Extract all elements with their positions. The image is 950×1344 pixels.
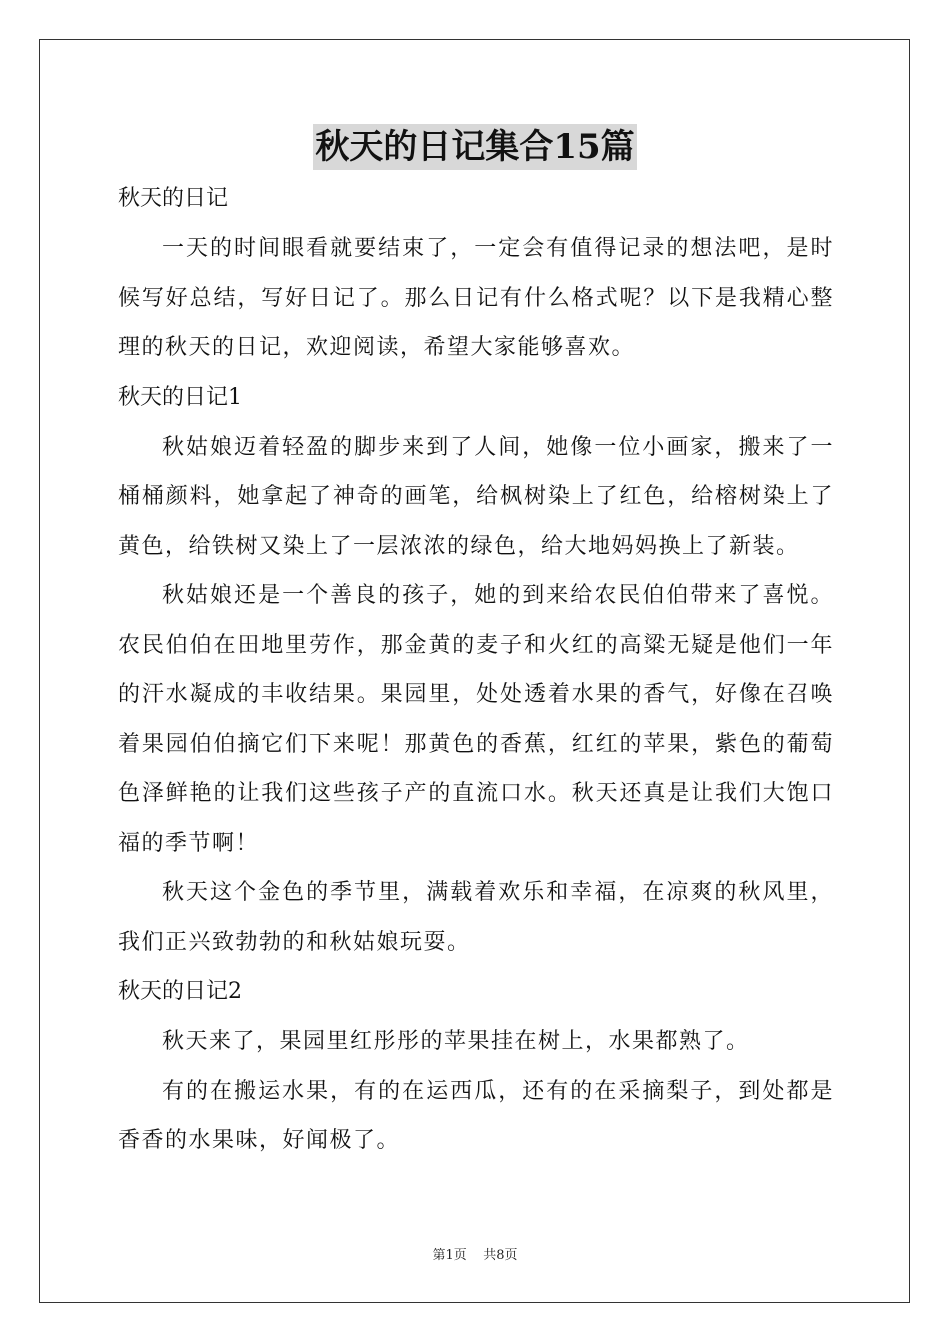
page-number: 第1页 <box>432 1248 467 1263</box>
paragraph: 秋姑娘迈着轻盈的脚步来到了人间，她像一位小画家，搬来了一桶桶颜料，她拿起了神奇的画笔，给枫树染上了红色，给榕树染上了黄色，给铁树又染上了一层浓浓的绿色，给大地妈妈换上了新装。 <box>118 434 834 559</box>
document-body <box>118 174 834 1166</box>
paragraph: 一天的时间眼看就要结束了，一定会有值得记录的想法吧，是时候写好总结，写好日记了。那么日记有什么格式呢？以下是我精心整理的秋天的日记，欢迎阅读，希望大家能够喜欢。 <box>118 236 834 360</box>
paragraph: 有的在搬运水果，有的在运西瓜，还有的在采摘梨子，到处都是香香的水果味，好闻极了。 <box>118 1078 834 1153</box>
section-heading: 秋天的日记 <box>118 186 229 211</box>
section-heading: 秋天的日记2 <box>118 979 242 1004</box>
title-container <box>0 124 950 170</box>
paragraph: 秋天这个金色的季节里，满载着欢乐和幸福，在凉爽的秋风里，我们正兴致勃勃的和秋姑娘玩耍。 <box>118 880 834 955</box>
paragraph: 秋天来了，果园里红彤彤的苹果挂在树上，水果都熟了。 <box>162 1029 750 1054</box>
page-footer <box>0 1244 950 1263</box>
paragraph: 秋姑娘还是一个善良的孩子，她的到来给农民伯伯带来了喜悦。农民伯伯在田地里劳作，那金黄的麦子和火红的高粱无疑是他们一年的汗水凝成的丰收结果。果园里，处处透着水果的香气，好像在召唤着果园伯伯摘它们下来呢！那黄色的香蕉，红红的苹果，紫色的葡萄色泽鲜艳的让我们这些孩子产的直流口水。秋天还真是让我们大饱口福的季节啊！ <box>118 583 834 856</box>
section-heading: 秋天的日记1 <box>118 384 242 410</box>
page-total: 共8页 <box>483 1248 518 1263</box>
document-title: 秋天的日记集合15篇 <box>313 124 636 170</box>
